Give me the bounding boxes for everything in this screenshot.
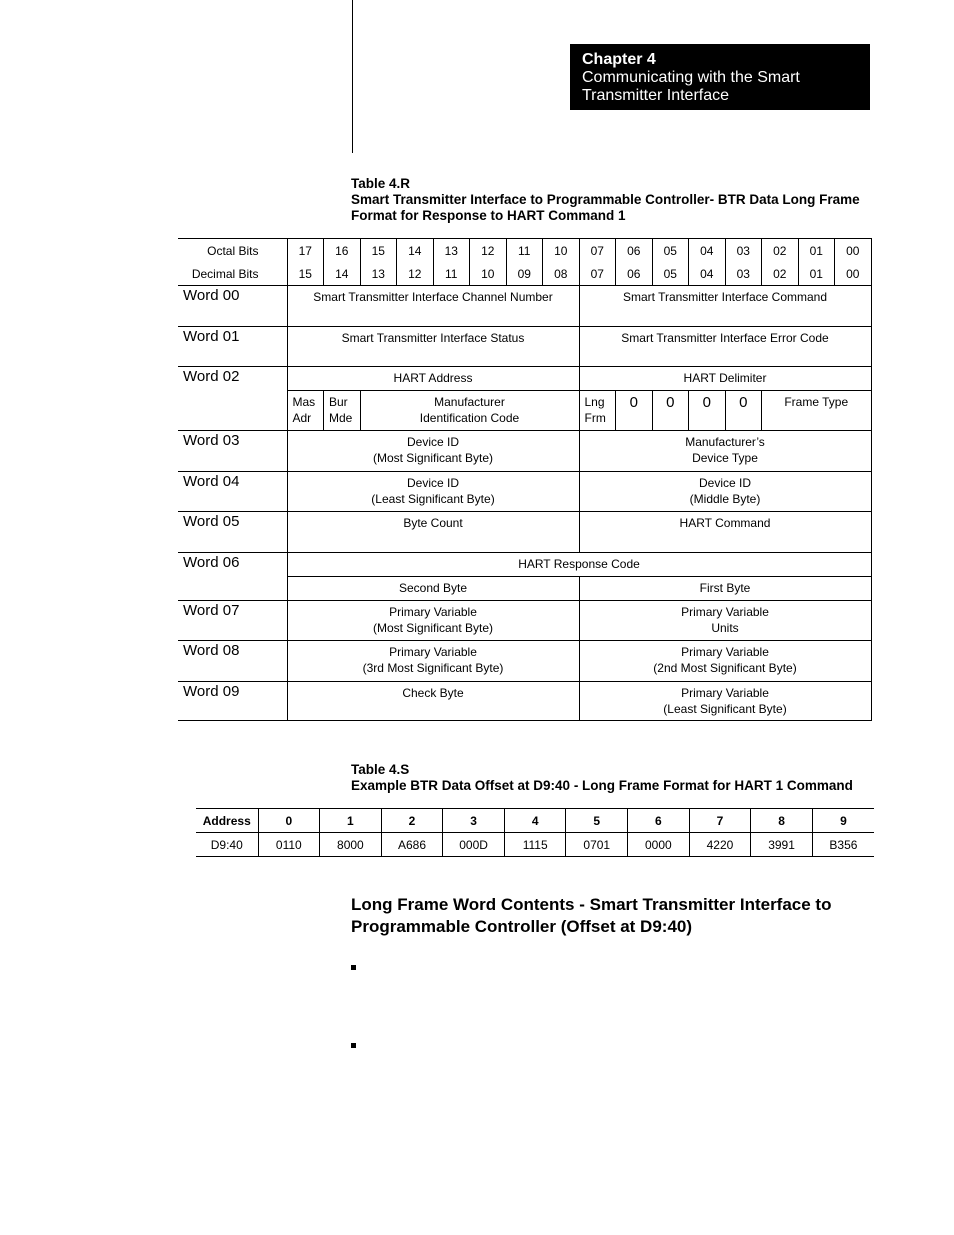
value-cell: 0701 [566, 833, 628, 857]
decimal-bit: 01 [798, 262, 835, 286]
octal-bit: 07 [579, 239, 616, 263]
high-byte-cell [287, 431, 579, 472]
decimal-bit: 15 [287, 262, 324, 286]
word-label: Word 00 [178, 286, 287, 327]
word-label: Word 03 [178, 431, 287, 472]
high-byte-cell [287, 601, 579, 641]
zero-bit-cell: 0 [689, 391, 726, 431]
high-byte-cell: Smart Transmitter Interface Status [287, 327, 579, 367]
octal-bit: 14 [397, 239, 434, 263]
decimal-bit: 07 [579, 262, 616, 286]
word-08-row [178, 641, 871, 682]
decimal-bit: 05 [652, 262, 689, 286]
chapter-title-line2: Transmitter Interface [582, 87, 730, 104]
word-03-row [178, 431, 871, 472]
low-byte-cell: HART Command [579, 512, 871, 553]
high-byte-cell [287, 472, 579, 512]
word-label: Word 08 [178, 641, 287, 682]
table-r-title-line2: Format for Response to HART Command 1 [351, 208, 626, 223]
value-cell: 0000 [628, 833, 690, 857]
word-label: Word 04 [178, 472, 287, 512]
example-offset-table [196, 808, 874, 857]
low-byte-cell: HART Delimiter [579, 367, 871, 391]
column-header: 1 [320, 809, 382, 833]
octal-bits-label: Octal Bits [178, 239, 287, 263]
value-cell: A686 [381, 833, 443, 857]
margin-rule [352, 0, 353, 153]
high-byte-cell: Check Byte [287, 682, 579, 721]
table-s-number: Table 4.S [351, 762, 410, 777]
section-heading [351, 894, 871, 938]
chapter-number: Chapter 4 [582, 51, 656, 68]
octal-bit: 06 [616, 239, 653, 263]
decimal-bit: 04 [689, 262, 726, 286]
first-byte-cell: First Byte [579, 577, 871, 601]
table-r-number: Table 4.R [351, 176, 411, 191]
cell-line1: Manufacturer’s [685, 435, 765, 449]
cell-line2: (Most Significant Byte) [372, 621, 494, 635]
cell-line2: (Middle Byte) [689, 492, 761, 506]
value-cell: 4220 [689, 833, 751, 857]
octal-bit: 01 [798, 239, 835, 263]
zero-bit-cell: 0 [725, 391, 762, 431]
word-07-row [178, 601, 871, 641]
value-cell: 000D [443, 833, 505, 857]
value-cell: B356 [812, 833, 874, 857]
manufacturer-id-cell [360, 391, 579, 431]
burst-mode-cell [324, 391, 361, 431]
word-00-row [178, 286, 871, 327]
word-09-row [178, 682, 871, 721]
decimal-bit: 00 [835, 262, 872, 286]
word-06-row [178, 553, 871, 577]
low-byte-cell: Smart Transmitter Interface Command [579, 286, 871, 327]
octal-bit: 12 [470, 239, 507, 263]
cell-line2: Units [711, 621, 739, 635]
value-cell: 3991 [751, 833, 813, 857]
decimal-bit: 08 [543, 262, 580, 286]
cell-line2: (3rd Most Significant Byte) [362, 661, 504, 675]
octal-bit: 10 [543, 239, 580, 263]
low-byte-cell [579, 431, 871, 472]
high-byte-cell: HART Address [287, 367, 579, 391]
decimal-bit: 14 [324, 262, 361, 286]
chapter-title-line1: Communicating with the Smart [582, 69, 800, 86]
octal-bit: 04 [689, 239, 726, 263]
address-cell: D9:40 [196, 833, 258, 857]
cell-line2: (Least Significant Byte) [663, 702, 787, 716]
cell-line1: Primary Variable [389, 645, 477, 659]
cell-line2: (2nd Most Significant Byte) [653, 661, 797, 675]
word-label: Word 07 [178, 601, 287, 641]
table-r-title-line1: Smart Transmitter Interface to Programmable Controller- BTR Data Long Frame [351, 192, 860, 207]
manufacturer-text: Manufacturer [434, 395, 505, 409]
frame-type-cell: Frame Type [762, 391, 872, 431]
column-header: 5 [566, 809, 628, 833]
cell-line2: (Least Significant Byte) [371, 492, 495, 506]
word-01-row [178, 327, 871, 367]
word-label: Word 06 [178, 553, 287, 601]
low-byte-cell [579, 682, 871, 721]
section-heading-line2: Programmable Controller (Offset at D9:40) [351, 917, 693, 936]
lng-text: Lng [584, 395, 605, 409]
decimal-bit: 06 [616, 262, 653, 286]
identification-code-text: Identification Code [419, 411, 520, 425]
table-r-caption [351, 176, 860, 224]
value-cell: 1115 [504, 833, 566, 857]
octal-bit: 15 [360, 239, 397, 263]
word-label: Word 05 [178, 512, 287, 553]
cell-line1: Primary Variable [681, 645, 769, 659]
column-header: 2 [381, 809, 443, 833]
octal-bits-row [178, 239, 871, 263]
cell-line1: Device ID [698, 476, 751, 490]
low-byte-cell [579, 641, 871, 682]
cell-line1: Primary Variable [681, 686, 769, 700]
mas-text: Mas [292, 395, 316, 409]
column-header: 7 [689, 809, 751, 833]
decimal-bits-label: Decimal Bits [178, 262, 287, 286]
example-data-row [196, 833, 874, 857]
cell-line2: Device Type [692, 451, 758, 465]
bur-text: Bur [329, 395, 348, 409]
zero-bit-cell: 0 [652, 391, 689, 431]
decimal-bit: 12 [397, 262, 434, 286]
cell-line1: Device ID [406, 435, 459, 449]
word-label: Word 09 [178, 682, 287, 721]
chapter-header [570, 44, 870, 110]
cell-line1: Primary Variable [389, 605, 477, 619]
high-byte-cell: Byte Count [287, 512, 579, 553]
octal-bit: 17 [287, 239, 324, 263]
mde-text: Mde [329, 411, 353, 425]
hart-response-code-cell: HART Response Code [287, 553, 871, 577]
adr-text: Adr [292, 411, 312, 425]
decimal-bit: 10 [470, 262, 507, 286]
long-frame-cell [579, 391, 616, 431]
word-label: Word 02 [178, 367, 287, 431]
decimal-bit: 03 [725, 262, 762, 286]
word-label: Word 01 [178, 327, 287, 367]
low-byte-cell: Smart Transmitter Interface Error Code [579, 327, 871, 367]
low-byte-cell [579, 601, 871, 641]
octal-bit: 11 [506, 239, 543, 263]
column-header: 3 [443, 809, 505, 833]
column-header: 9 [812, 809, 874, 833]
word-02-row [178, 367, 871, 391]
zero-bit-cell: 0 [616, 391, 653, 431]
second-byte-cell: Second Byte [287, 577, 579, 601]
address-header: Address [196, 809, 258, 833]
column-header: 4 [504, 809, 566, 833]
decimal-bits-row [178, 262, 871, 286]
section-heading-line1: Long Frame Word Contents - Smart Transmitter Interface to [351, 895, 832, 914]
btr-data-table [178, 238, 872, 721]
decimal-bit: 02 [762, 262, 799, 286]
decimal-bit: 13 [360, 262, 397, 286]
value-cell: 8000 [320, 833, 382, 857]
column-header: 8 [751, 809, 813, 833]
frm-text: Frm [584, 411, 606, 425]
cell-line1: Primary Variable [681, 605, 769, 619]
low-byte-cell [579, 472, 871, 512]
decimal-bit: 11 [433, 262, 470, 286]
high-byte-cell [287, 641, 579, 682]
high-byte-cell: Smart Transmitter Interface Channel Number [287, 286, 579, 327]
octal-bit: 00 [835, 239, 872, 263]
bullet-marker [351, 965, 356, 970]
decimal-bit: 09 [506, 262, 543, 286]
bullet-marker [351, 1043, 356, 1048]
octal-bit: 02 [762, 239, 799, 263]
octal-bit: 13 [433, 239, 470, 263]
table-s-title: Example BTR Data Offset at D9:40 - Long Frame Format for HART 1 Command [351, 778, 853, 793]
octal-bit: 03 [725, 239, 762, 263]
word-04-row [178, 472, 871, 512]
octal-bit: 05 [652, 239, 689, 263]
master-address-cell [287, 391, 324, 431]
column-header: 6 [628, 809, 690, 833]
cell-line2: (Most Significant Byte) [372, 451, 494, 465]
value-cell: 0110 [258, 833, 320, 857]
column-header: 0 [258, 809, 320, 833]
cell-line1: Device ID [406, 476, 459, 490]
example-header-row [196, 809, 874, 833]
table-s-caption [351, 762, 853, 794]
word-05-row [178, 512, 871, 553]
octal-bit: 16 [324, 239, 361, 263]
